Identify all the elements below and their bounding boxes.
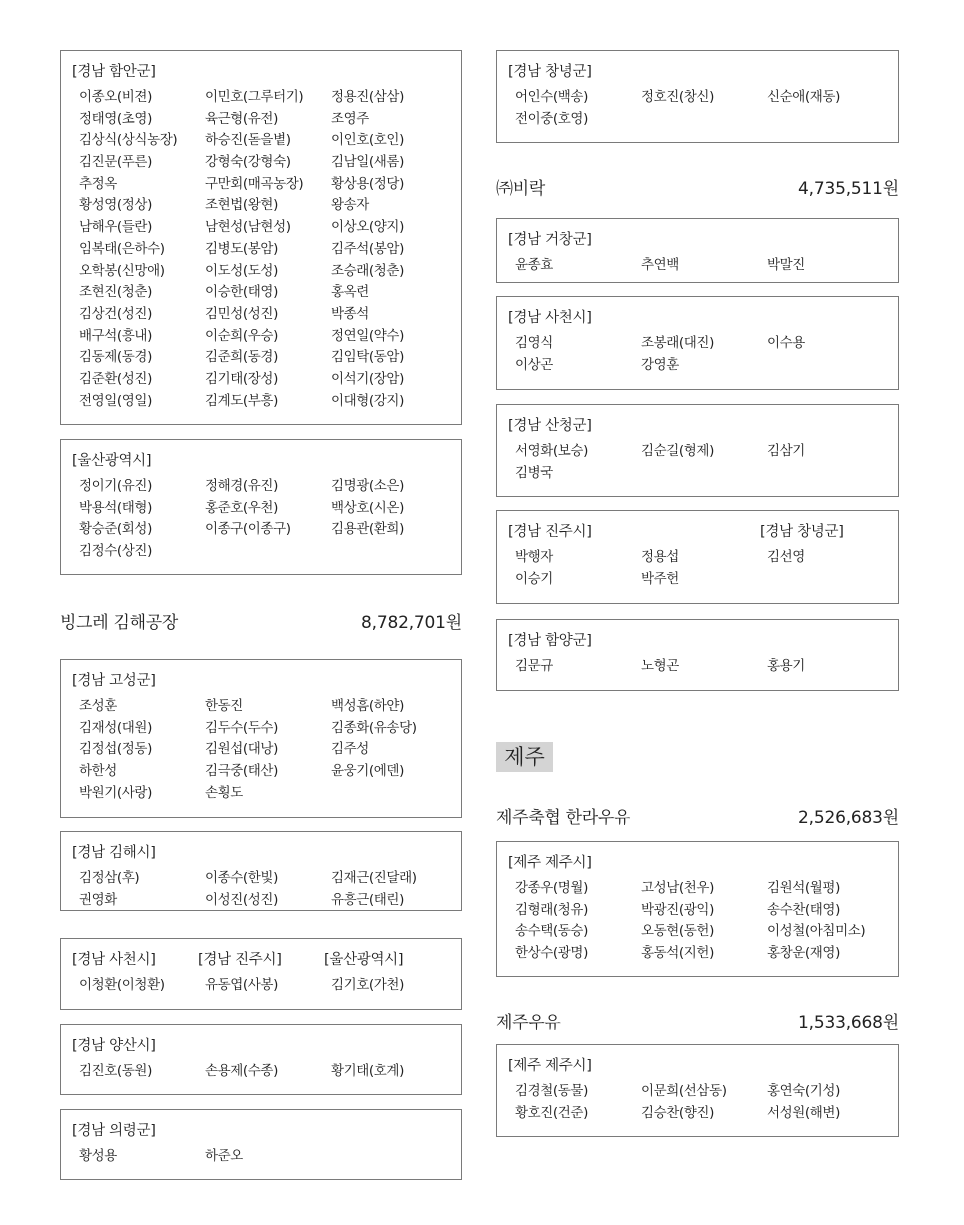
name-item: 홍동석(지헌) bbox=[641, 945, 714, 962]
name-item: 김계도(부흥) bbox=[205, 392, 278, 409]
name-item: 조승래(청춘) bbox=[331, 262, 404, 279]
name-item: 유흥근(태린) bbox=[331, 891, 404, 908]
name-item: 김상식(상식농장) bbox=[79, 132, 178, 149]
name-item: 김동제(동경) bbox=[79, 349, 152, 366]
name-item: 김준환(성진) bbox=[79, 370, 152, 387]
name-item: 윤웅기(에덴) bbox=[331, 763, 404, 780]
region-box bbox=[496, 510, 899, 604]
name-list bbox=[72, 1061, 450, 1083]
name-item: 하준오 bbox=[205, 1148, 243, 1164]
name-list bbox=[508, 547, 760, 590]
region-label: [울산광역시] bbox=[72, 453, 152, 469]
name-item: 김남일(새롬) bbox=[331, 154, 404, 171]
name-item: 이종오(비젼) bbox=[79, 89, 152, 105]
name-item: 서성원(해변) bbox=[767, 1104, 840, 1121]
region-groups bbox=[72, 843, 461, 911]
name-item: 김정섭(정동) bbox=[79, 741, 152, 758]
name-item: 홍준호(우천) bbox=[205, 499, 278, 516]
region-group bbox=[508, 631, 886, 678]
company-name: 제주축협 한라우유 bbox=[496, 807, 631, 828]
name-item: 이승한(태영) bbox=[205, 284, 278, 301]
name-item: 김선영 bbox=[767, 549, 805, 565]
name-item: 유동엽(사봉) bbox=[205, 977, 278, 993]
name-item: 이승기 bbox=[515, 570, 553, 587]
region-groups bbox=[508, 1056, 898, 1124]
region-group bbox=[324, 950, 450, 997]
name-item: 이대형(강지) bbox=[331, 392, 404, 409]
name-item: 이민호(그루터기) bbox=[205, 89, 304, 105]
name-item: 황호진(건준) bbox=[515, 1104, 588, 1121]
name-list bbox=[508, 441, 886, 484]
name-item: 전영일(영일) bbox=[79, 392, 152, 409]
name-item: 박원기(사랑) bbox=[79, 784, 152, 801]
name-item: 황성용 bbox=[79, 1148, 117, 1164]
company-amount: 1,533,668원 bbox=[798, 1012, 899, 1033]
name-item: 김주성 bbox=[331, 741, 369, 758]
region-label: [경남 창녕군] bbox=[508, 64, 592, 80]
name-item: 한상수(광명) bbox=[515, 945, 588, 962]
name-item: 정용진(삼삼) bbox=[331, 89, 404, 105]
name-item: 백상호(시온) bbox=[331, 499, 404, 516]
name-item: 김정삼(후) bbox=[79, 870, 140, 886]
region-label: [경남 의령군] bbox=[72, 1123, 156, 1139]
region-group bbox=[198, 950, 324, 997]
region-label: [경남 진주시] bbox=[198, 952, 282, 968]
name-item: 어인수(백송) bbox=[515, 89, 588, 105]
region-group bbox=[72, 1036, 450, 1083]
name-list bbox=[508, 87, 886, 130]
name-item: 김문규 bbox=[515, 658, 553, 674]
name-item: 오학봉(신망애) bbox=[79, 262, 165, 279]
company-amount: 4,735,511원 bbox=[798, 178, 899, 199]
region-label: [경남 거창군] bbox=[508, 232, 592, 248]
name-item: 정용섭 bbox=[641, 549, 679, 565]
region-groups bbox=[508, 631, 898, 678]
name-item: 홍용기 bbox=[767, 658, 805, 674]
region-label: [경남 김해시] bbox=[72, 845, 156, 861]
name-item: 김원섭(대낭) bbox=[205, 741, 278, 758]
name-list bbox=[72, 868, 450, 911]
company-amount: 2,526,683원 bbox=[798, 807, 899, 828]
region-label: [경남 고성군] bbox=[72, 673, 156, 689]
region-groups bbox=[72, 950, 461, 997]
name-item: 서영화(보승) bbox=[515, 443, 588, 459]
name-item: 하한성 bbox=[79, 763, 117, 780]
region-group bbox=[72, 950, 198, 997]
name-item: 김정수(상진) bbox=[79, 543, 152, 560]
region-label: [경남 창녕군] bbox=[760, 524, 844, 540]
name-item: 김준희(동경) bbox=[205, 349, 278, 366]
name-item: 김영식 bbox=[515, 335, 553, 351]
name-item: 황상용(정당) bbox=[331, 175, 404, 192]
name-item: 송수택(동승) bbox=[515, 923, 588, 940]
region-box bbox=[60, 50, 462, 425]
name-item: 조성훈 bbox=[79, 698, 117, 714]
name-item: 김명광(소은) bbox=[331, 478, 404, 494]
name-item: 황승준(회성) bbox=[79, 521, 152, 538]
name-item: 홍창운(재영) bbox=[767, 945, 840, 962]
region-label: [경남 함안군] bbox=[72, 64, 156, 80]
name-list bbox=[72, 87, 450, 412]
region-box bbox=[60, 659, 462, 818]
name-item: 손횡도 bbox=[205, 784, 243, 801]
company-amount: 8,782,701원 bbox=[361, 612, 462, 633]
region-groups bbox=[72, 451, 461, 563]
region-group bbox=[72, 451, 450, 563]
name-item: 백성흠(하얀) bbox=[331, 698, 404, 714]
name-item: 조영주 bbox=[331, 110, 369, 127]
region-box bbox=[496, 841, 899, 977]
name-item: 이수용 bbox=[767, 335, 805, 351]
name-item: 박용석(태형) bbox=[79, 499, 152, 516]
company-name: ㈜비락 bbox=[496, 178, 545, 199]
name-item: 조현진(청춘) bbox=[79, 284, 152, 301]
name-item: 추연백 bbox=[641, 257, 679, 273]
name-item: 신순애(재동) bbox=[767, 89, 840, 105]
name-item: 김민성(성진) bbox=[205, 305, 278, 322]
region-group bbox=[72, 843, 450, 911]
region-box bbox=[60, 831, 462, 911]
name-item: 손용제(수종) bbox=[205, 1063, 278, 1079]
name-list bbox=[508, 255, 886, 277]
region-box bbox=[496, 218, 899, 283]
name-item: 김재근(진달래) bbox=[331, 870, 417, 886]
name-item: 이상오(양지) bbox=[331, 219, 404, 236]
name-item: 이종수(한빛) bbox=[205, 870, 278, 886]
region-label: [경남 진주시] bbox=[508, 524, 592, 540]
name-list bbox=[72, 1146, 450, 1168]
name-item: 이상곤 bbox=[515, 356, 553, 373]
name-list bbox=[508, 656, 886, 678]
name-item: 김기호(가천) bbox=[331, 977, 404, 993]
name-item: 정태영(초영) bbox=[79, 110, 152, 127]
name-item: 김용관(환희) bbox=[331, 521, 404, 538]
name-item: 김형래(청유) bbox=[515, 901, 588, 918]
name-item: 김두수(두수) bbox=[205, 719, 278, 736]
company-name: 제주우유 bbox=[496, 1012, 561, 1033]
name-item: 고성남(천우) bbox=[641, 880, 714, 896]
region-groups bbox=[72, 1121, 461, 1168]
name-list bbox=[508, 878, 886, 965]
region-groups bbox=[72, 671, 461, 804]
company-heading-jeju-chukhyup bbox=[496, 802, 899, 828]
name-item: 김원석(월평) bbox=[767, 880, 840, 896]
region-groups bbox=[508, 416, 898, 484]
name-item: 김재성(대원) bbox=[79, 719, 152, 736]
region-group bbox=[508, 1056, 886, 1124]
name-item: 김진문(푸른) bbox=[79, 154, 152, 171]
name-list bbox=[760, 547, 886, 569]
name-item: 김진호(동원) bbox=[79, 1063, 152, 1079]
region-group bbox=[508, 230, 886, 277]
region-groups bbox=[72, 62, 461, 412]
region-label: [경남 산청군] bbox=[508, 418, 592, 434]
region-groups bbox=[508, 522, 898, 590]
name-item: 황기태(호계) bbox=[331, 1063, 404, 1079]
name-item: 남해우(들란) bbox=[79, 219, 152, 236]
name-item: 배구석(흥내) bbox=[79, 327, 152, 344]
region-group bbox=[72, 671, 450, 804]
name-item: 조현법(왕현) bbox=[205, 197, 278, 214]
region-groups bbox=[508, 853, 898, 965]
name-item: 박종석 bbox=[331, 305, 369, 322]
name-item: 강종우(명월) bbox=[515, 880, 588, 896]
name-list bbox=[72, 696, 450, 804]
name-item: 한동진 bbox=[205, 698, 243, 714]
region-box bbox=[496, 404, 899, 497]
name-item: 이성철(아침미소) bbox=[767, 923, 866, 940]
region-groups bbox=[508, 62, 898, 130]
name-item: 홍연숙(기성) bbox=[767, 1083, 840, 1099]
region-group bbox=[508, 416, 886, 484]
name-item: 김기태(장성) bbox=[205, 370, 278, 387]
region-group bbox=[508, 522, 760, 590]
name-item: 권영화 bbox=[79, 891, 117, 908]
region-group bbox=[72, 62, 450, 412]
name-item: 윤종효 bbox=[515, 257, 553, 273]
region-group bbox=[508, 308, 886, 376]
region-label: [울산광역시] bbox=[324, 952, 404, 968]
name-item: 박행자 bbox=[515, 549, 553, 565]
name-item: 구만회(매곡농장) bbox=[205, 175, 304, 192]
name-item: 김종화(유송당) bbox=[331, 719, 417, 736]
region-box bbox=[496, 296, 899, 390]
name-item: 김순길(형제) bbox=[641, 443, 714, 459]
name-list bbox=[324, 975, 450, 997]
region-group bbox=[508, 853, 886, 965]
name-list bbox=[72, 476, 450, 563]
company-name: 빙그레 김해공장 bbox=[60, 612, 178, 633]
name-list bbox=[72, 975, 198, 997]
region-label: [경남 사천시] bbox=[72, 952, 156, 968]
name-item: 노형곤 bbox=[641, 658, 679, 674]
region-label: [경남 함양군] bbox=[508, 633, 592, 649]
region-box bbox=[60, 439, 462, 575]
name-item: 추정옥 bbox=[79, 175, 117, 192]
name-list bbox=[508, 333, 886, 376]
name-item: 강형숙(강형숙) bbox=[205, 154, 291, 171]
region-box bbox=[496, 619, 899, 691]
name-item: 이석기(장암) bbox=[331, 370, 404, 387]
name-item: 박말진 bbox=[767, 257, 805, 273]
name-item: 임복태(은하수) bbox=[79, 240, 165, 257]
name-item: 정호진(창신) bbox=[641, 89, 714, 105]
name-item: 김승찬(향진) bbox=[641, 1104, 714, 1121]
region-label: [경남 사천시] bbox=[508, 310, 592, 326]
name-item: 송수찬(태영) bbox=[767, 901, 840, 918]
name-item: 박광진(광익) bbox=[641, 901, 714, 918]
name-item: 김주석(봉암) bbox=[331, 240, 404, 257]
name-item: 이청환(이청환) bbox=[79, 977, 165, 993]
name-item: 조봉래(대진) bbox=[641, 335, 714, 351]
name-item: 전이중(호영) bbox=[515, 110, 588, 127]
name-item: 남현성(남현성) bbox=[205, 219, 291, 236]
region-label: [제주 제주시] bbox=[508, 855, 592, 871]
name-item: 이성진(성진) bbox=[205, 891, 278, 908]
name-item: 이인호(호인) bbox=[331, 132, 404, 149]
region-label: [제주 제주시] bbox=[508, 1058, 592, 1074]
name-item: 왕송자 bbox=[331, 197, 369, 214]
company-heading-jeju-milk bbox=[496, 1007, 899, 1033]
name-item: 김극중(태산) bbox=[205, 763, 278, 780]
name-item: 홍옥련 bbox=[331, 284, 369, 301]
name-item: 이종구(이종구) bbox=[205, 521, 291, 538]
name-item: 이도성(도성) bbox=[205, 262, 278, 279]
region-box bbox=[60, 1024, 462, 1095]
name-item: 이순희(우승) bbox=[205, 327, 278, 344]
region-box bbox=[496, 1044, 899, 1137]
name-item: 정해경(유진) bbox=[205, 478, 278, 494]
region-groups bbox=[508, 308, 898, 376]
name-item: 하승진(돋을볕) bbox=[205, 132, 291, 149]
name-item: 김병도(봉암) bbox=[205, 240, 278, 257]
name-list bbox=[508, 1081, 886, 1124]
name-item: 김경철(동물) bbox=[515, 1083, 588, 1099]
company-heading-binggrae bbox=[60, 607, 462, 633]
name-item: 이문희(선삼동) bbox=[641, 1083, 727, 1099]
region-box bbox=[60, 1109, 462, 1180]
name-item: 김상건(성진) bbox=[79, 305, 152, 322]
name-item: 정연일(약수) bbox=[331, 327, 404, 344]
name-item: 김임탁(동암) bbox=[331, 349, 404, 366]
region-groups bbox=[508, 230, 898, 277]
region-box bbox=[496, 50, 899, 143]
region-groups bbox=[72, 1036, 461, 1083]
company-heading-birak bbox=[496, 173, 899, 199]
name-item: 오동현(동헌) bbox=[641, 923, 714, 940]
region-group bbox=[760, 522, 886, 590]
name-item: 김삼기 bbox=[767, 443, 805, 459]
region-box bbox=[60, 938, 462, 1010]
name-item: 육근형(유전) bbox=[205, 110, 278, 127]
section-tag-jeju: 제주 bbox=[496, 742, 553, 772]
region-group bbox=[508, 62, 886, 130]
name-list bbox=[198, 975, 324, 997]
name-item: 박주헌 bbox=[641, 570, 679, 587]
name-item: 정이기(유진) bbox=[79, 478, 152, 494]
name-item: 황성영(정상) bbox=[79, 197, 152, 214]
region-group bbox=[72, 1121, 450, 1168]
name-item: 김병국 bbox=[515, 464, 553, 481]
region-label: [경남 양산시] bbox=[72, 1038, 156, 1054]
name-item: 강영훈 bbox=[641, 356, 679, 373]
